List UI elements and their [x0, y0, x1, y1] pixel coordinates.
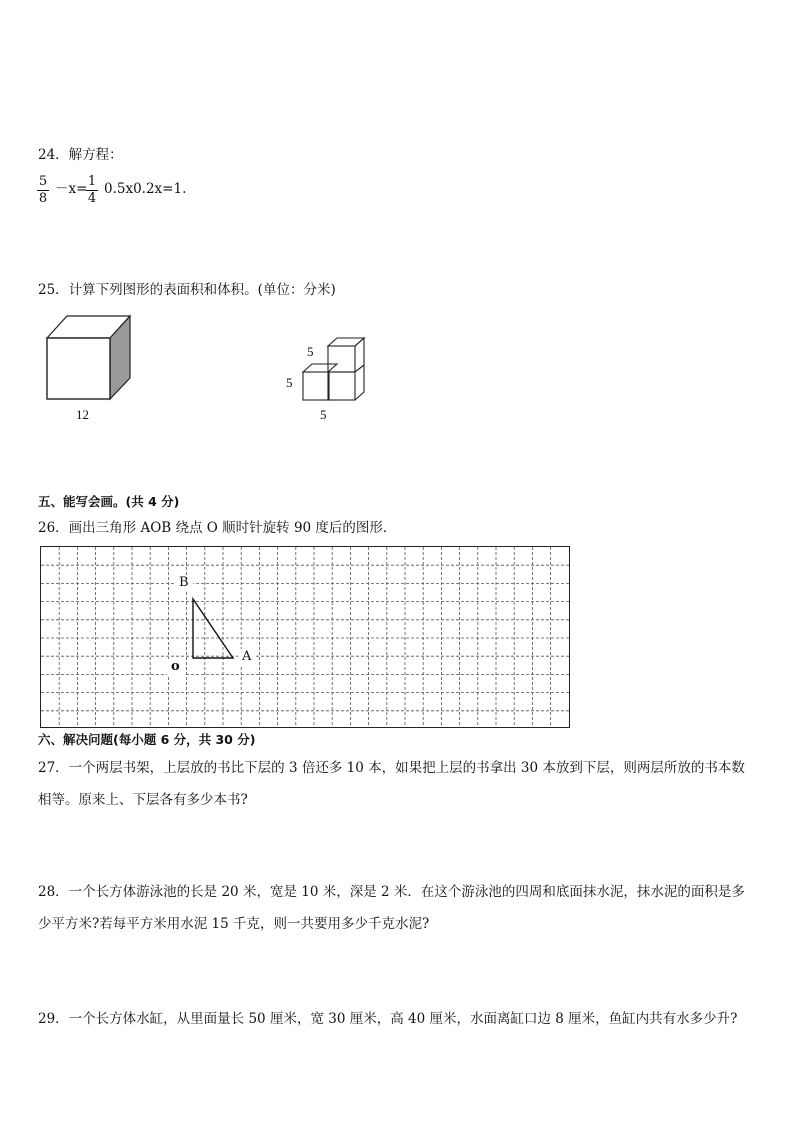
section-6-heading: 六、解决问题(每小题 6 分，共 30 分)	[38, 732, 256, 747]
point-a-label: A	[238, 649, 255, 665]
q24-equation-1-middle: －x=	[55, 181, 88, 197]
q28-line-2: 少平方米?若每平方米用水泥 15 千克，则一共要用多少千克水泥?	[38, 916, 430, 932]
q24-fraction-2	[86, 175, 98, 206]
q29-line-1: 29．一个长方体水缸，从里面量长 50 厘米，宽 30 厘米，高 40 厘米，水面离缸口边 8 厘米，鱼缸内共有水多少升?	[38, 1011, 738, 1027]
lower-left-cube-front	[303, 372, 329, 400]
q27-line-1: 27．一个两层书架，上层放的书比下层的 3 倍还多 10 本，如果把上层的书拿出 30 本放到下层，则两层所放的书本数	[38, 760, 745, 776]
compound-label-left: 5	[286, 375, 293, 390]
q24-equation-2: 0.5x0.2x=1.	[104, 181, 187, 197]
fraction-denominator: 4	[87, 191, 97, 206]
lower-right-cube-front	[328, 372, 355, 400]
fraction-numerator: 1	[87, 174, 97, 189]
fraction-numerator: 5	[38, 174, 48, 189]
cube-front-face	[47, 338, 110, 399]
q28-line-1: 28．一个长方体游泳池的长是 20 米，宽是 10 米，深是 2 米．在这个游泳池的四周和底面抹水泥，抹水泥的面积是多	[38, 884, 745, 900]
point-o-label: o	[167, 659, 184, 675]
compound-cube-figure	[280, 332, 380, 428]
q24-heading: 24．解方程：	[38, 147, 123, 163]
triangle-shape	[193, 599, 233, 658]
q27-line-2: 相等。原来上、下层各有多少本书?	[38, 792, 248, 808]
q26-heading: 26．画出三角形 AOB 绕点 O 顺时针旋转 90 度后的图形．	[38, 520, 397, 536]
rotation-grid	[40, 546, 570, 728]
compound-label-top: 5	[307, 344, 314, 359]
triangle-aob	[41, 547, 569, 727]
compound-label-bottom: 5	[320, 407, 327, 422]
upper-cube-top	[328, 338, 364, 346]
upper-cube-side	[355, 338, 364, 372]
lower-left-cube-top	[303, 364, 337, 372]
section-5-heading: 五、能写会画。(共 4 分)	[38, 494, 180, 509]
cube-edge-label: 12	[76, 407, 89, 422]
fraction-denominator: 8	[38, 191, 48, 206]
q24-fraction-1	[37, 175, 49, 206]
cube-figure	[40, 310, 140, 428]
lower-right-cube-side	[355, 365, 364, 400]
q25-heading: 25．计算下列图形的表面积和体积。(单位：分米)	[38, 282, 336, 298]
point-b-label: B	[175, 575, 193, 591]
